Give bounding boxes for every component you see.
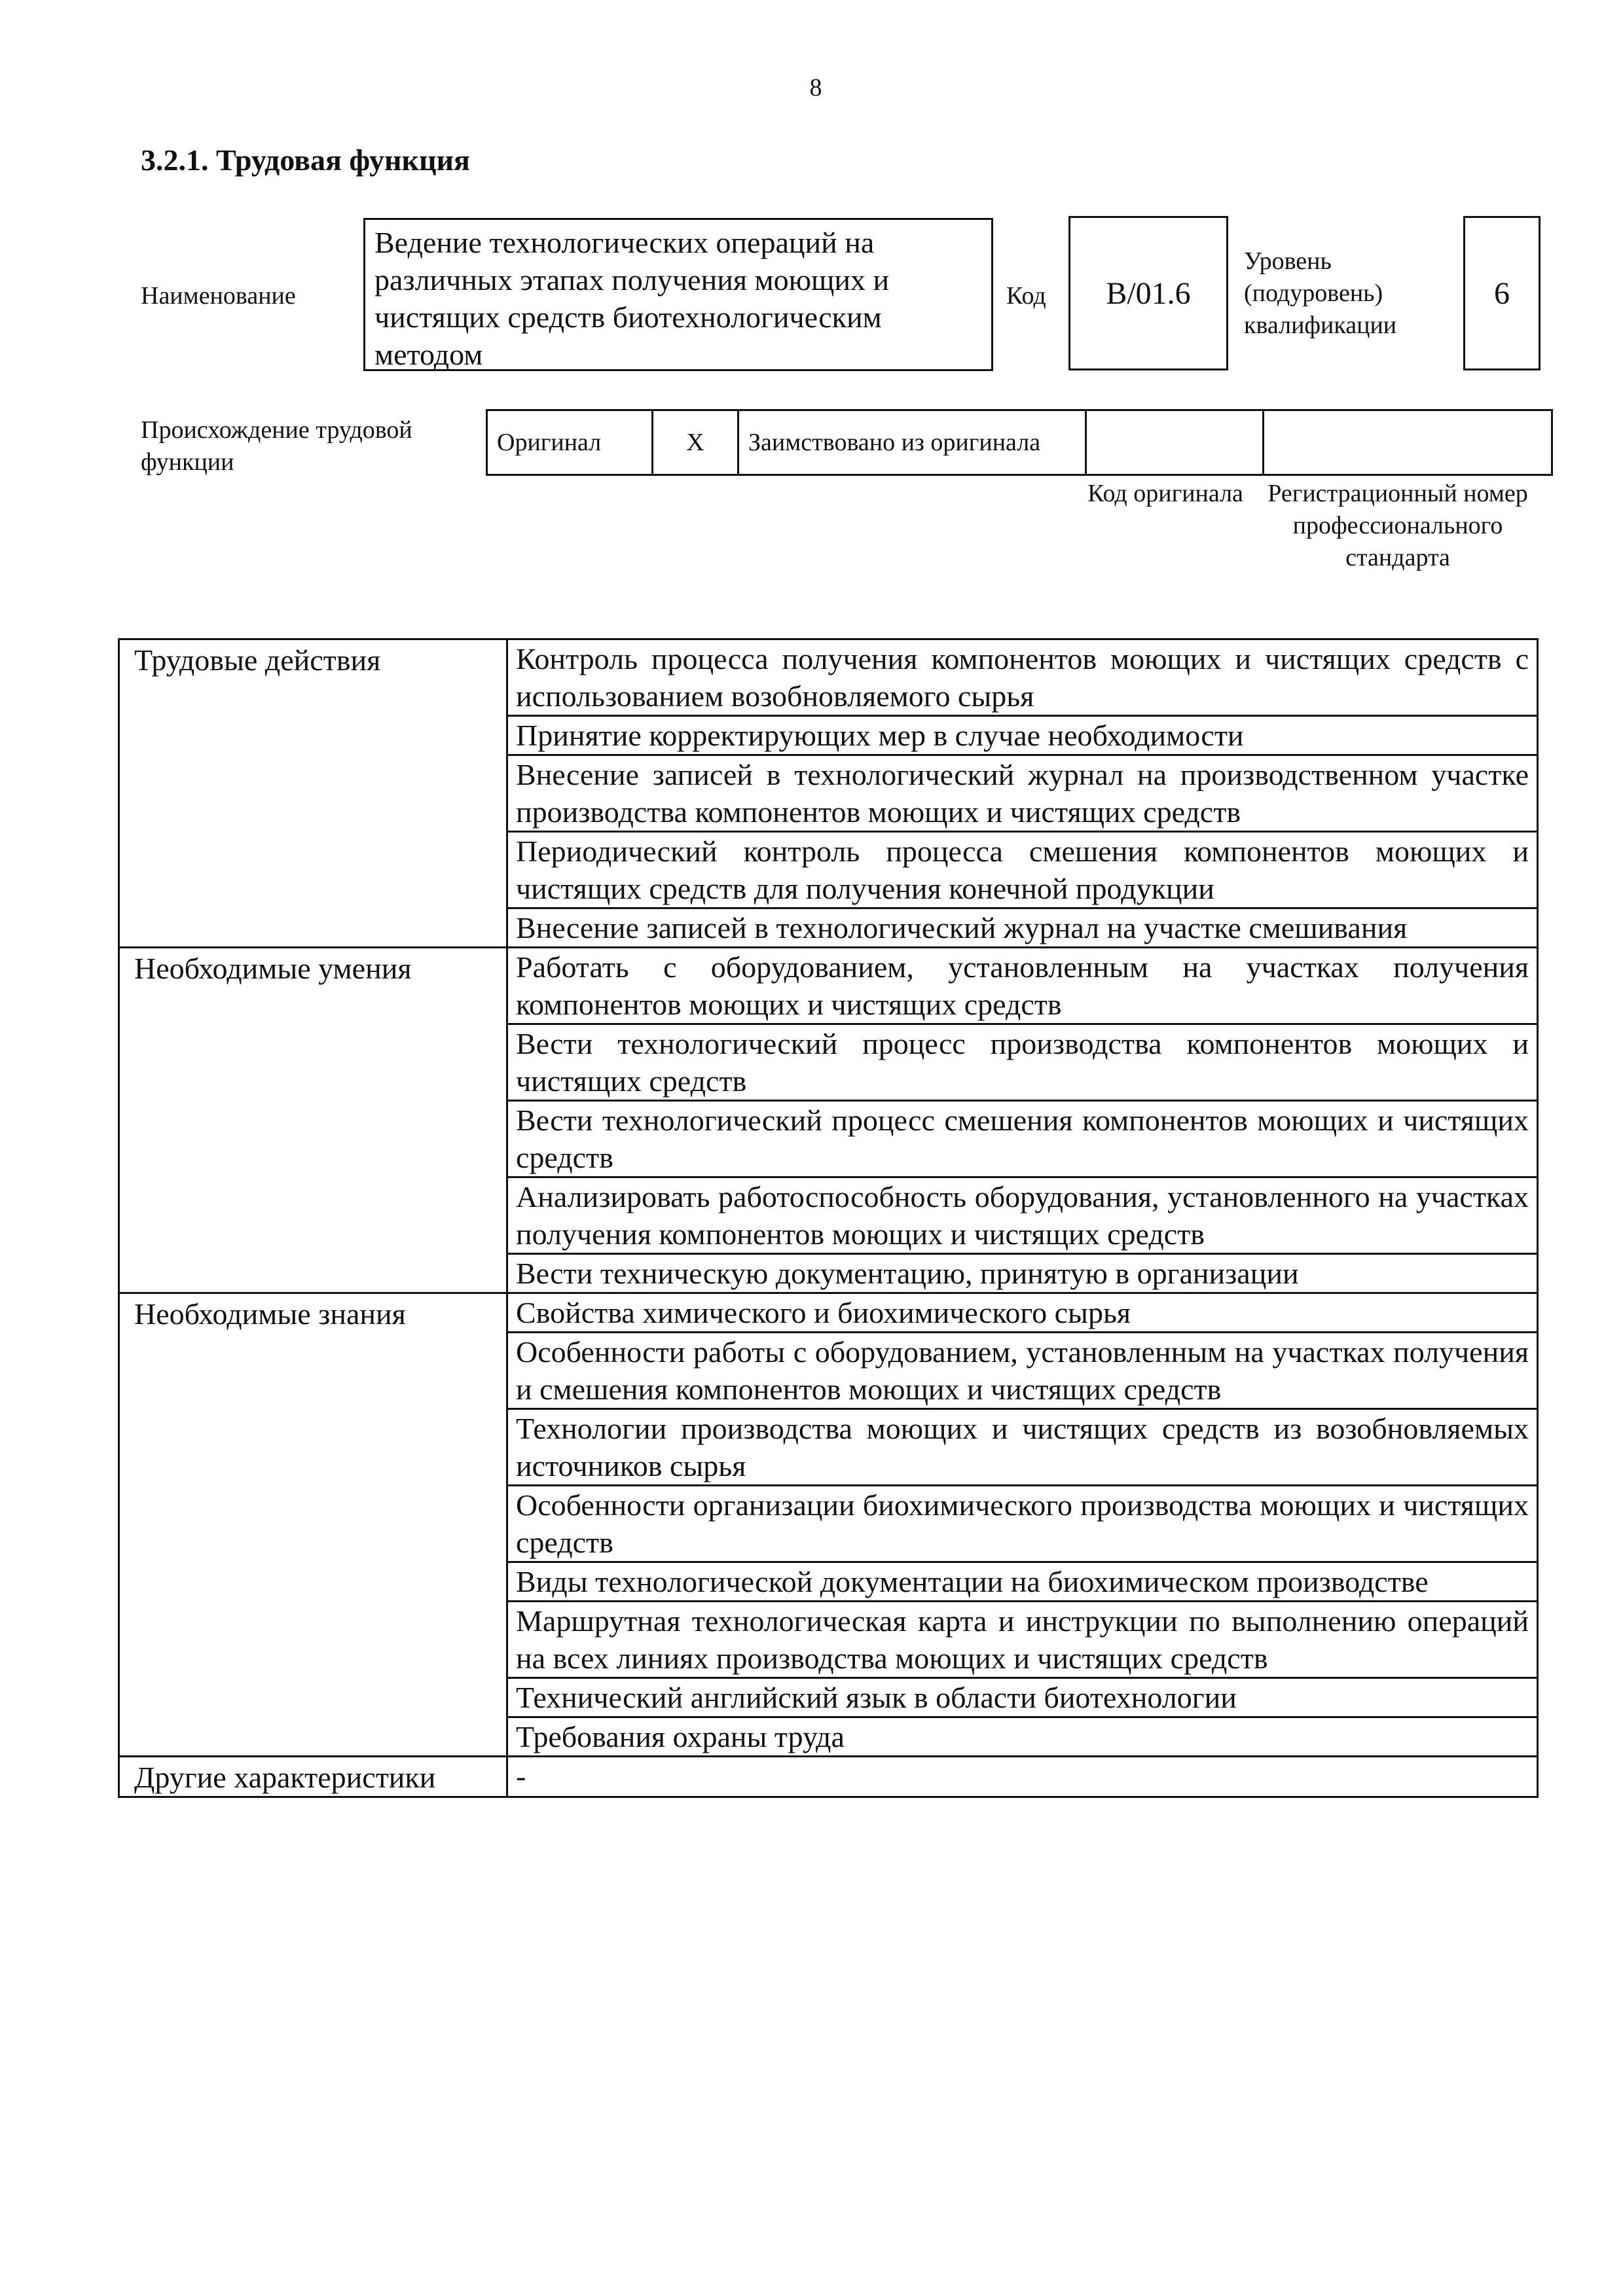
original-label: Оригинал — [487, 410, 653, 475]
registration-number-caption: Регистрационный номер профессионального стандарта — [1267, 480, 1528, 571]
code-label: Код — [1006, 282, 1046, 310]
origin-table — [486, 409, 1553, 476]
code-value-box: B/01.6 — [1068, 216, 1228, 370]
qualification-level-box: 6 — [1463, 216, 1541, 370]
section-heading: 3.2.1. Трудовая функция — [141, 143, 470, 177]
section-title: Необходимые знания — [119, 1293, 507, 1757]
section-item: Работать с оборудованием, установленным на участках получения компонентов моющих и чистящих средств — [507, 948, 1538, 1024]
origin-label: Происхождение трудовой функции — [141, 416, 412, 476]
section-item: Анализировать работоспособность оборудования, установленного на участках получения компонентов моющих и чистящих средств — [507, 1177, 1538, 1254]
table-row — [119, 948, 1538, 1024]
section-item: Принятие корректирующих мер в случае необходимости — [507, 716, 1538, 755]
section-item: Технологии производства моющих и чистящих средств из возобновляемых источников сырья — [507, 1409, 1538, 1486]
section-item: Свойства химического и биохимического сырья — [507, 1293, 1538, 1333]
section-title: Необходимые умения — [119, 948, 507, 1293]
registration-number-cell — [1264, 410, 1552, 475]
section-item: Вести технологический процесс производства компонентов моющих и чистящих средств — [507, 1024, 1538, 1101]
section-title: Другие характеристики — [119, 1757, 507, 1797]
section-item: Внесение записей в технологический журнал на производственном участке производства компонентов моющих и чистящих средств — [507, 755, 1538, 832]
section-item: Виды технологической документации на биохимическом производстве — [507, 1562, 1538, 1602]
section-item: Маршрутная технологическая карта и инструкции по выполнению операций на всех линиях производства моющих и чистящих средств — [507, 1602, 1538, 1678]
section-item: Внесение записей в технологический журнал на участке смешивания — [507, 908, 1538, 948]
original-code-cell — [1086, 410, 1264, 475]
table-row — [119, 639, 1538, 716]
section-item: Особенности работы с оборудованием, установленным на участках получения и смешения компонентов моющих и чистящих средств — [507, 1333, 1538, 1409]
name-label: Наименование — [141, 282, 296, 310]
page-number: 8 — [809, 74, 822, 101]
section-title: Трудовые действия — [119, 639, 507, 948]
original-mark: X — [653, 410, 739, 475]
section-item: - — [507, 1757, 1538, 1797]
section-item: Особенности организации биохимического производства моющих и чистящих средств — [507, 1486, 1538, 1562]
section-item: Вести техническую документацию, принятую в организации — [507, 1254, 1538, 1293]
table-row — [119, 1293, 1538, 1333]
borrowed-label: Заимствовано из оригинала — [739, 410, 1086, 475]
section-item: Периодический контроль процесса смешения компонентов моющих и чистящих средств для получения конечной продукции — [507, 832, 1538, 908]
section-item: Контроль процесса получения компонентов моющих и чистящих средств с использованием возобновляемого сырья — [507, 639, 1538, 716]
section-item: Требования охраны труда — [507, 1717, 1538, 1757]
labor-function-table — [118, 638, 1539, 1798]
section-item: Вести технологический процесс смешения компонентов моющих и чистящих средств — [507, 1101, 1538, 1177]
name-value-box: Ведение технологических операций на различных этапах получения моющих и чистящих средств биотехнологическим методом — [363, 218, 993, 371]
table-row — [119, 1757, 1538, 1797]
original-code-caption: Код оригинала — [1087, 480, 1243, 507]
section-item: Технический английский язык в области биотехнологии — [507, 1678, 1538, 1717]
qualification-level-label: Уровень (подуровень) квалификации — [1244, 247, 1397, 339]
